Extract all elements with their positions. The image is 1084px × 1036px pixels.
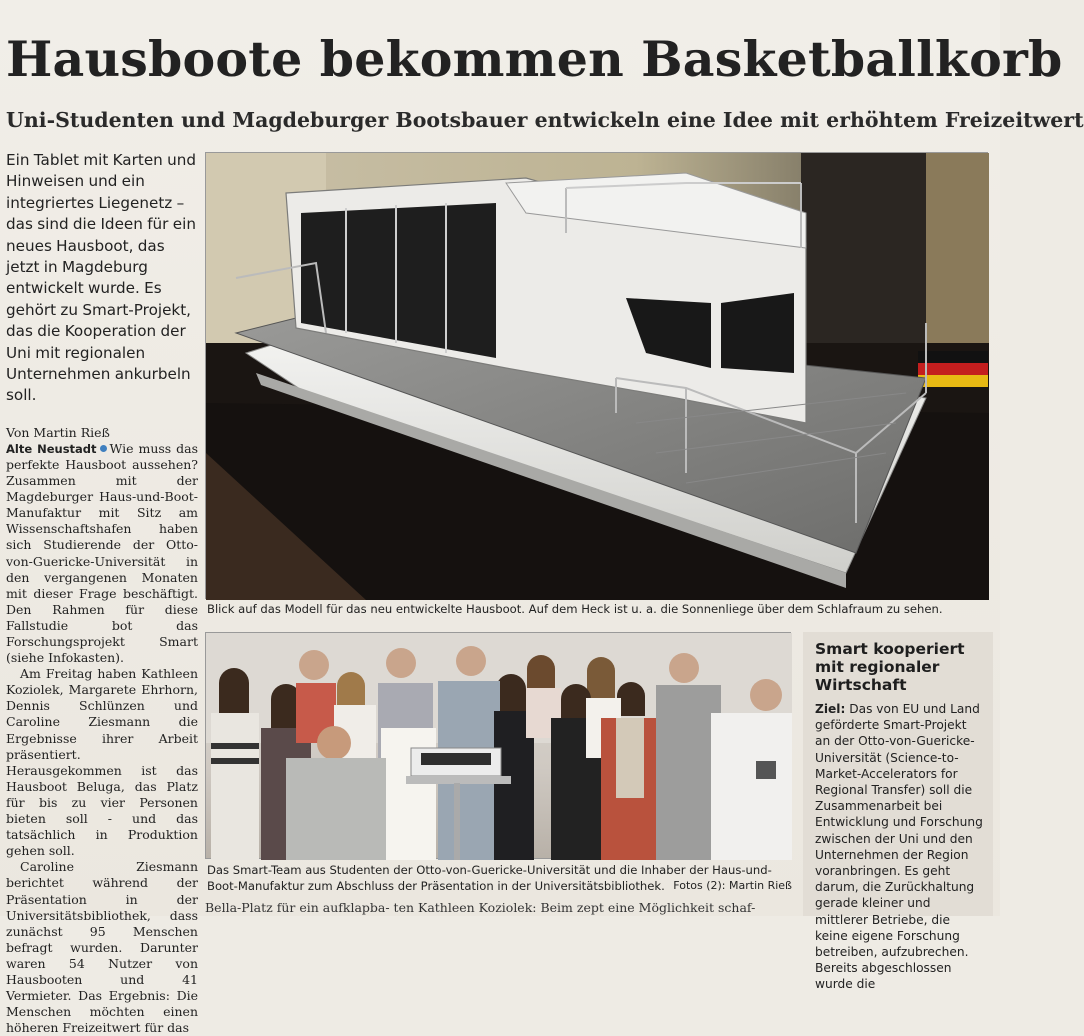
left-column	[6, 150, 198, 1036]
cut-off-bottom-line: Bella-Platz für ein aufklapba- ten Kathleen Koziolek: Beim zept eine Möglichkeit schaf-	[205, 900, 756, 915]
info-box-body: Das von EU und Land geförderte Smart-Projekt an der Otto-von-Guericke-Universität (Science-to-Market-Accelerators for Regional Transfer) soll die Zusammenarbeit bei Entwicklung und Forschung zwischen der Uni und den Unternehmen der Region voranbringen. Es geht darum, die Zurückhaltung gerade kleiner und mittlerer Betriebe, die keine eigene Forschung betreiben, aufzubrechen. Bereits abgeschlossen wurde die	[815, 702, 983, 992]
team-photo-illustration	[206, 633, 792, 860]
body-paragraph-1	[6, 441, 198, 666]
locator-dot-icon	[100, 445, 107, 452]
subheadline: Uni-Studenten und Magdeburger Bootsbauer entwickeln eine Idee mit erhöhtem Freizeitwert	[6, 108, 1084, 132]
photo1-caption: Blick auf das Modell für das neu entwickelte Hausboot. Auf dem Heck ist u. a. die Sonnenliege über dem Schlafraum zu sehen.	[207, 602, 943, 616]
teaser-text: Ein Tablet mit Karten und Hinweisen und ein integriertes Liegenetz – das sind die Ideen für ein neues Hausboot, das jetzt in Magdeburg entwickelt wurde. Es gehört zu Smart-Projekt, das die Kooperation der Uni mit regionalen Unternehmen ankurbeln soll.	[6, 151, 197, 405]
houseboat-model-photo	[205, 152, 988, 599]
body-paragraph-3: Caroline Ziesmann berichtet während der Präsentation in der Universitätsbibliothek, dass zunächst 95 Menschen befragt wurden. Darunter waren 54 Nutzer von Hausbooten und 41 Vermieter. Das Ergebnis: Die Menschen möchten einen höheren Freizeitwert für das	[6, 859, 198, 1036]
byline: Von Martin Rieß	[6, 424, 110, 440]
paragraph-1-text: Wie muss das perfekte Hausboot aussehen? Zusammen mit der Magdeburger Haus-und-Boot-Manufaktur mit Sitz am Wissenschaftshafen haben sich Studierende der Otto-von-Guericke-Universität in den vergangenen Monaten mit dieser Frage beschäftigt. Den Rahmen für diese Fallstudie bot das Forschungsprojekt Smart (siehe Infokasten).	[6, 440, 198, 666]
photo2-caption-block	[207, 862, 792, 894]
info-box	[803, 632, 993, 992]
info-box-label: Ziel:	[815, 702, 846, 716]
body-paragraph-2: Am Freitag haben Kathleen Koziolek, Margarete Ehrhorn, Dennis Schlünzen und Caroline Ziesmann die Ergebnisse ihrer Arbeit präsentiert. Herausgekommen ist das Hausboot Beluga, das Platz für bis zu vier Personen bieten soll - und das tatsächlich in Produktion gehen soll.	[6, 666, 198, 859]
locator: Alte Neustadt	[6, 441, 97, 456]
info-box-title: Smart kooperiert mit regionaler Wirtschaft	[815, 640, 965, 694]
houseboat-model-illustration	[206, 153, 989, 600]
info-box-text	[815, 701, 983, 993]
photo2-caption: Das Smart-Team aus Studenten der Otto-von-Guericke-Universität und die Inhaber der Haus-und-Boot-Manufaktur zum Abschluss der Präsentation in der Universitätsbibliothek.	[207, 863, 772, 893]
team-photo	[205, 632, 791, 859]
photo-credit: Fotos (2): Martin Rieß	[673, 879, 792, 892]
article-body	[6, 441, 198, 1036]
headline: Hausboote bekommen Basketballkorb	[6, 30, 1063, 88]
